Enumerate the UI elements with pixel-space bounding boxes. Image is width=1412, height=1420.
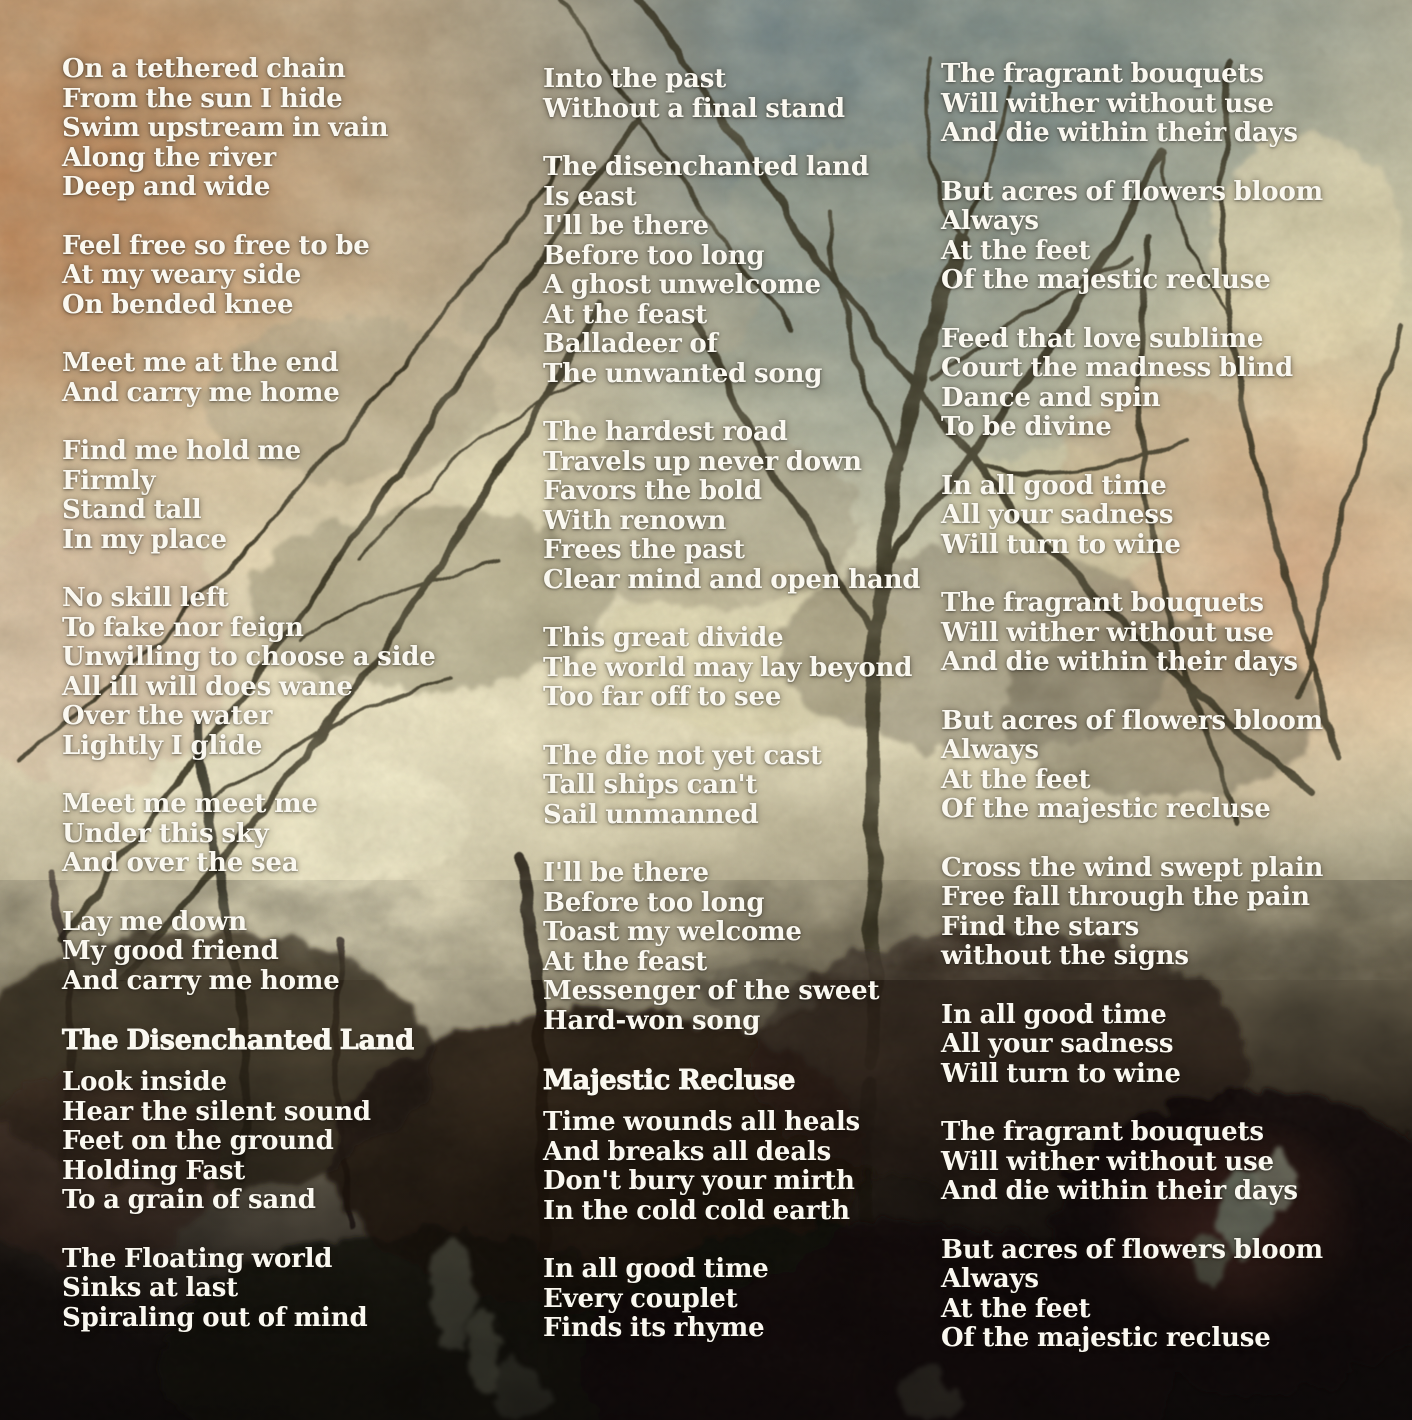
stanza: [543, 65, 920, 124]
lyric-line: Always: [941, 735, 1039, 765]
lyric-line: Lay me down: [62, 906, 247, 937]
stanza: [941, 1001, 1323, 1090]
lyric-line: Travels up never down: [543, 446, 862, 477]
lyric-line: Favors the bold: [543, 476, 762, 506]
stanza: [941, 472, 1323, 561]
lyric-line: To fake nor feign: [62, 612, 304, 643]
lyric-line: The fragrant bouquets: [941, 1117, 1264, 1147]
stanza: [941, 1236, 1323, 1354]
lyric-line: Finds its rhyme: [543, 1313, 765, 1343]
lyric-line: The unwanted song: [543, 358, 823, 389]
lyric-line: Always: [941, 206, 1039, 236]
lyric-line: The disenchanted land: [543, 152, 869, 182]
lyric-line: In the cold cold earth: [543, 1195, 850, 1226]
lyric-line: without the signs: [941, 941, 1189, 971]
lyric-line: Lightly I glide: [62, 730, 263, 761]
stanza: [62, 584, 436, 761]
lyric-line: Tall ships can't: [543, 770, 758, 800]
lyric-line: At the feast: [543, 946, 708, 977]
lyric-line: Will turn to wine: [941, 529, 1181, 560]
stanza: [941, 707, 1323, 825]
lyric-line: At the feet: [941, 764, 1091, 795]
lyric-line: Deep and wide: [62, 172, 271, 202]
lyric-line: Swim upstream in vain: [62, 113, 389, 143]
lyric-line: Over the water: [62, 701, 273, 731]
lyric-line: Feed that love sublime: [941, 323, 1264, 354]
lyrics-column-right: [941, 60, 1323, 1354]
lyric-line: Into the past: [543, 64, 727, 94]
lyric-line: Of the majestic recluse: [941, 1323, 1271, 1353]
lyric-line: Hear the silent sound: [62, 1096, 371, 1127]
lyric-line: Free fall through the pain: [941, 882, 1310, 912]
lyric-line: Without a final stand: [543, 93, 845, 124]
lyric-line: At the feet: [941, 235, 1091, 266]
stanza: [941, 60, 1323, 149]
lyrics-column-middle: [543, 65, 920, 1344]
stanza: [62, 1068, 436, 1216]
lyric-line: And breaks all deals: [543, 1136, 832, 1167]
lyric-line: Messenger of the sweet: [543, 976, 880, 1006]
song-title-heading: Majestic Recluse: [543, 1065, 796, 1096]
lyric-line: In my place: [62, 524, 227, 555]
lyric-line: The fragrant bouquets: [941, 588, 1264, 618]
lyric-line: Spiraling out of mind: [62, 1302, 368, 1333]
lyric-line: The hardest road: [543, 417, 788, 447]
lyric-line: Will wither without use: [941, 617, 1274, 648]
lyric-line: Will turn to wine: [941, 1058, 1181, 1089]
stanza: [941, 854, 1323, 972]
lyric-line: But acres of flowers bloom: [941, 176, 1323, 207]
lyric-line: A ghost unwelcome: [543, 270, 821, 300]
lyric-line: Always: [941, 1264, 1039, 1294]
lyric-line: Clear mind and open hand: [543, 564, 921, 595]
lyric-line: In all good time: [543, 1254, 769, 1284]
lyric-line: Holding Fast: [62, 1155, 246, 1186]
lyric-line: Stand tall: [62, 495, 202, 525]
lyric-line: Toast my welcome: [543, 917, 802, 947]
lyric-line: No skill left: [62, 583, 229, 613]
lyric-line: In all good time: [941, 470, 1167, 501]
stanza: [62, 349, 436, 408]
lyric-line: And die within their days: [941, 647, 1298, 677]
stanza: [543, 418, 920, 595]
lyric-line: At the feast: [543, 299, 708, 330]
stanza: [543, 153, 920, 389]
lyric-line: Every couplet: [543, 1283, 738, 1314]
lyric-line: This great divide: [543, 623, 784, 653]
lyric-line: Too far off to see: [543, 682, 782, 712]
lyric-line: Look inside: [62, 1067, 227, 1097]
lyric-line: All your sadness: [941, 500, 1174, 530]
lyric-line: But acres of flowers bloom: [941, 705, 1323, 736]
lyric-line: Before too long: [543, 240, 765, 271]
lyric-line: But acres of flowers bloom: [941, 1234, 1323, 1265]
lyric-line: Time wounds all heals: [543, 1107, 860, 1137]
lyric-line: Frees the past: [543, 535, 745, 565]
lyric-line: Balladeer of: [543, 329, 718, 359]
lyric-line: Feel free so free to be: [62, 230, 370, 261]
lyric-line: Meet me at the end: [62, 348, 339, 378]
stanza: [62, 55, 436, 203]
stanza: [543, 742, 920, 831]
lyric-line: Feet on the ground: [62, 1126, 334, 1156]
lyric-line: And die within their days: [941, 118, 1298, 148]
stanza: [62, 437, 436, 555]
lyric-line: Under this sky: [62, 818, 269, 849]
song-title-heading: The Disenchanted Land: [62, 1025, 414, 1056]
lyric-line: Hard-won song: [543, 1005, 761, 1036]
lyric-line: From the sun I hide: [62, 83, 343, 114]
stanza: [543, 1108, 920, 1226]
lyric-line: I'll be there: [543, 211, 709, 241]
lyric-line: At my weary side: [62, 260, 302, 290]
lyric-line: Along the river: [62, 142, 276, 173]
lyric-line: Before too long: [543, 887, 765, 918]
lyric-line: At the feet: [941, 1293, 1091, 1324]
lyric-line: Sail unmanned: [543, 799, 759, 830]
lyric-line: In all good time: [941, 999, 1167, 1030]
stanza: [543, 624, 920, 713]
lyric-line: Of the majestic recluse: [941, 265, 1271, 295]
stanza: [941, 1118, 1323, 1207]
lyric-line: Unwilling to choose a side: [62, 642, 436, 672]
stanza: [62, 232, 436, 321]
lyric-line: Sinks at last: [62, 1273, 238, 1303]
lyric-line: Dance and spin: [941, 382, 1161, 413]
lyric-line: Find me hold me: [62, 436, 301, 466]
lyric-line: My good friend: [62, 936, 279, 966]
lyrics-column-left: [62, 55, 436, 1333]
stanza: [941, 325, 1323, 443]
lyric-line: And carry me home: [62, 965, 340, 996]
stanza: [62, 908, 436, 997]
stanza: [62, 1245, 436, 1334]
lyric-line: Court the madness blind: [941, 353, 1293, 383]
lyric-line: Will wither without use: [941, 88, 1274, 119]
stanza: [941, 589, 1323, 678]
lyric-line: And over the sea: [62, 848, 299, 878]
lyric-line: To a grain of sand: [62, 1185, 316, 1215]
lyric-line: On bended knee: [62, 289, 294, 320]
lyric-line: Don't bury your mirth: [543, 1166, 855, 1196]
lyric-line: Is east: [543, 181, 637, 212]
lyric-line: All your sadness: [941, 1029, 1174, 1059]
lyric-line: And carry me home: [62, 377, 340, 408]
lyric-line: With renown: [543, 505, 727, 536]
stanza: [941, 178, 1323, 296]
lyric-line: Cross the wind swept plain: [941, 852, 1324, 883]
lyric-line: The Floating world: [62, 1243, 333, 1274]
lyric-line: The world may lay beyond: [543, 652, 913, 683]
lyric-line: Firmly: [62, 465, 156, 496]
lyric-line: On a tethered chain: [62, 54, 346, 84]
lyric-line: And die within their days: [941, 1176, 1298, 1206]
lyric-line: I'll be there: [543, 858, 709, 888]
lyric-line: Meet me meet me: [62, 789, 318, 819]
lyric-line: Find the stars: [941, 911, 1140, 942]
lyric-line: Of the majestic recluse: [941, 794, 1271, 824]
stanza: [62, 790, 436, 879]
lyric-line: To be divine: [941, 412, 1112, 442]
lyric-line: The die not yet cast: [543, 740, 822, 771]
lyric-line: Will wither without use: [941, 1146, 1274, 1177]
stanza: [543, 1255, 920, 1344]
lyric-line: The fragrant bouquets: [941, 59, 1264, 89]
lyric-line: All ill will does wane: [62, 671, 353, 702]
stanza: [543, 859, 920, 1036]
